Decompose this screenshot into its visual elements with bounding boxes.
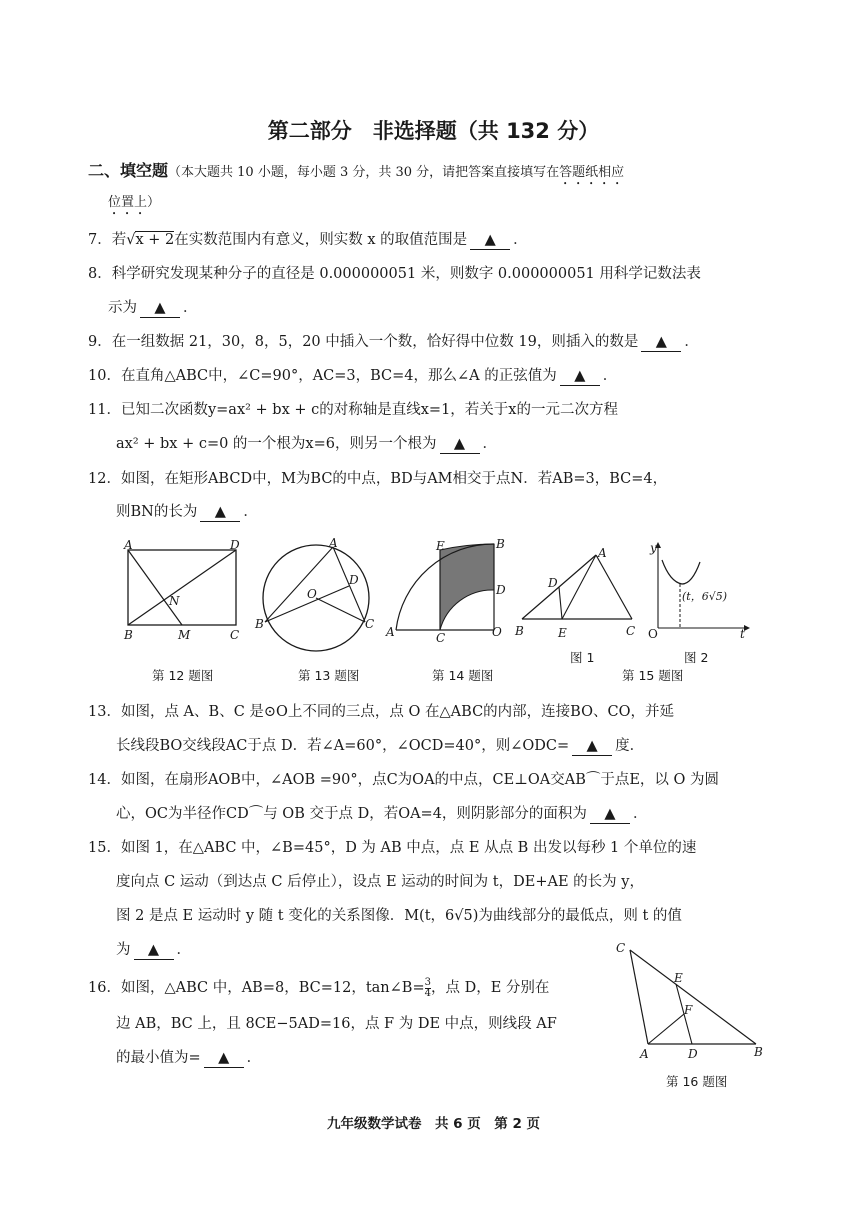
q9-end: ． [684, 334, 699, 350]
fig16-label-A: A [640, 1047, 649, 1061]
answer-blank-14: ▲ [590, 806, 630, 824]
q13-text-line2: 长线段BO交线段AC于点 D．若∠A=60°，∠OCD=40°，则∠ODC= [116, 738, 570, 754]
question-16-line1 [88, 976, 549, 999]
fig13-label-D: D [349, 573, 359, 587]
question-16-line2: 边 AB，BC 上，且 8CE−5AD=16，点 F 为 DE 中点，则线段 AF [116, 1016, 557, 1032]
q11-number: 11． [88, 402, 121, 418]
q16-end: ． [246, 1050, 262, 1066]
question-7 [88, 228, 528, 250]
section-heading-line [88, 158, 624, 188]
q8-text-line1: 科学研究发现某种分子的直径是 0.000000051 米，则数字 0.000000051 用科学记数法表 [111, 266, 701, 282]
fig14-label-A: A [386, 625, 395, 639]
fig14-label-C: C [436, 631, 446, 645]
section-heading: 二、填空题 [88, 161, 169, 180]
question-12-line1 [88, 467, 667, 488]
q8-text-line2: 示为 [108, 300, 137, 316]
q9-number: 9． [88, 334, 112, 350]
section-note-position: 位置上 [108, 195, 148, 210]
fig15-2-label-y: y [650, 541, 657, 555]
figure-12-caption: 第 12 题图 [152, 668, 214, 683]
answer-blank-10: ▲ [560, 368, 600, 386]
figure-16-caption: 第 16 题图 [666, 1074, 728, 1089]
answer-blank-15: ▲ [134, 942, 174, 960]
fig12-label-A: A [124, 538, 133, 552]
q11-text-line2: ax² + bx + c=0 的一个根为x=6，则另一个根为 [116, 436, 437, 452]
question-12-line2 [116, 500, 258, 522]
q7-radicand: x + 2 [135, 232, 175, 248]
fig16-label-C: C [616, 941, 626, 955]
q10-end: ． [602, 368, 618, 384]
q16-text-line1a: 如图，△ABC 中，AB=8，BC=12，tan∠B= [120, 980, 425, 996]
fig15-2-label-O: O [648, 627, 658, 641]
sqrt-symbol: √ [126, 232, 136, 248]
q12-text-line1: 如图，在矩形ABCD中，M为BC的中点，BD与AM相交于点N．若AB=3，BC=4， [120, 471, 668, 487]
fig13-label-C: C [365, 617, 375, 631]
fig16-label-F: F [684, 1003, 693, 1017]
question-8-line1 [88, 262, 701, 283]
answer-blank-11: ▲ [440, 436, 480, 454]
figure-15-2-caption: 图 2 [684, 650, 709, 665]
q11-text-line1: 已知二次函数y=ax² + bx + c的对称轴是直线x=1，若关于x的一元二次方程 [120, 402, 618, 418]
fig16-label-E: E [674, 971, 683, 985]
figure-13-circle [253, 538, 379, 654]
answer-blank-12: ▲ [200, 504, 240, 522]
q7-text-b: 在实数范围内有意义，则实数 x 的取值范围是 [174, 232, 468, 248]
q15-text-line4: 为 [116, 942, 131, 958]
section-note-emphasis: 答题纸相应 [559, 165, 625, 180]
q13-end: 度． [615, 738, 645, 754]
figure-15-triangle [512, 545, 640, 645]
q16-number: 16． [88, 980, 121, 996]
q14-end: ． [632, 806, 648, 822]
figure-15-1-caption: 图 1 [570, 650, 595, 665]
figure-14-sector [382, 538, 510, 646]
fig15-1-label-C: C [626, 624, 636, 638]
answer-blank-9: ▲ [641, 334, 681, 352]
q8-number: 8． [88, 266, 112, 282]
fig15-2-point-label: (t，6√5) [682, 590, 728, 603]
fig14-label-B: B [496, 538, 505, 551]
fig13-label-A: A [329, 538, 338, 550]
figure-16-triangle [608, 938, 768, 1062]
fig13-label-B: B [255, 617, 264, 631]
question-13-line2 [116, 734, 644, 756]
fig15-1-label-D: D [548, 576, 558, 590]
q14-number: 14． [88, 772, 121, 788]
question-15-line4 [116, 938, 191, 960]
question-13-line1 [88, 700, 674, 721]
question-11-line2 [116, 432, 497, 454]
part-title: 第二部分 非选择题（共 132 分） [267, 119, 600, 143]
question-15-line1 [88, 836, 696, 857]
q13-number: 13． [88, 704, 121, 720]
figure-15-graph [644, 538, 756, 646]
q16-text-line1b: ，点 D，E 分别在 [430, 980, 550, 996]
q8-end: ． [183, 300, 198, 316]
fig15-1-label-E: E [558, 626, 567, 640]
question-15-line3: 图 2 是点 E 运动时 y 随 t 变化的关系图像．M(t，6√5)为曲线部分的最低点，则 t 的值 [116, 908, 682, 924]
fig15-1-label-B: B [515, 624, 524, 638]
figure-15-caption: 第 15 题图 [622, 668, 684, 683]
figure-12-rectangle [118, 538, 250, 646]
question-10 [88, 364, 617, 386]
q10-text: 在直角△ABC中，∠C=90°，AC=3，BC=4，那么∠A 的正弦值为 [120, 368, 557, 384]
fig12-label-C: C [230, 628, 240, 642]
q14-text-line1: 如图，在扇形AOB中，∠AOB =90°，点C为OA的中点，CE⊥OA交AB⌒于点E，以 O 为圆 [120, 772, 720, 788]
fig15-1-label-A: A [598, 546, 607, 560]
q16-text-line3: 的最小值为= [116, 1050, 201, 1066]
fig12-label-N: N [169, 594, 180, 608]
question-8-line2 [108, 296, 198, 318]
question-15-line2: 度向点 C 运动（到达点 C 后停止），设点 E 运动的时间为 t，DE+AE 的长为 y， [116, 874, 644, 890]
q10-number: 10． [88, 368, 121, 384]
question-14-line1 [88, 768, 719, 789]
fig16-label-D: D [688, 1047, 698, 1061]
fig12-label-D: D [230, 538, 240, 552]
q9-text: 在一组数据 21，30，8，5，20 中插入一个数，恰好得中位数 19，则插入的数是 [111, 334, 639, 350]
q12-end: ． [243, 504, 258, 520]
q12-text-line2: 则BN的长为 [116, 504, 198, 520]
q7-number: 7． [88, 232, 112, 248]
q16-frac-num: 3 [424, 976, 431, 988]
figure-13-caption: 第 13 题图 [298, 668, 360, 683]
page-footer: 九年级数学试卷 共 6 页 第 2 页 [326, 1116, 541, 1132]
question-14-line2 [116, 802, 647, 824]
question-16-line3 [116, 1046, 261, 1068]
fig12-label-M: M [178, 628, 191, 642]
q15-number: 15． [88, 840, 121, 856]
q11-end: ． [482, 436, 497, 452]
fig16-label-B: B [754, 1045, 763, 1059]
q13-text-line1: 如图，点 A、B、C 是⊙O上不同的三点，点 O 在△ABC的内部，连接BO、CO，并延 [120, 704, 674, 720]
fig14-label-E: E [436, 539, 445, 553]
answer-blank-13: ▲ [572, 738, 612, 756]
question-9 [88, 330, 699, 352]
answer-blank-16: ▲ [204, 1050, 244, 1068]
fig13-label-O: O [307, 587, 317, 601]
q12-number: 12． [88, 471, 121, 487]
question-11-line1 [88, 398, 618, 419]
q15-text-line1: 如图 1，在△ABC 中，∠B=45°，D 为 AB 中点，点 E 从点 B 出发以每秒 1 个单位的速 [120, 840, 697, 856]
figure-14-caption: 第 14 题图 [432, 668, 494, 683]
answer-blank-7: ▲ [470, 232, 510, 250]
q16-frac-den: 4 [424, 987, 431, 999]
q7-end: ． [513, 232, 528, 248]
answer-blank-8: ▲ [140, 300, 180, 318]
section-note: （本大题共 10 小题，每小题 3 分，共 30 分，请把答案直接填写在 [168, 165, 560, 180]
q15-end: ． [176, 942, 191, 958]
fig15-2-label-t: t [740, 627, 745, 641]
q14-text-line2: 心，OC为半径作CD⌒与 OB 交于点 D，若OA=4，则阴影部分的面积为 [116, 806, 587, 822]
fig14-label-O: O [492, 625, 502, 639]
section-note-line2 [108, 191, 160, 218]
section-note-close: ） [147, 195, 161, 210]
fig14-label-D: D [496, 583, 506, 597]
q7-text-a: 若 [111, 232, 127, 248]
fig12-label-B: B [124, 628, 133, 642]
